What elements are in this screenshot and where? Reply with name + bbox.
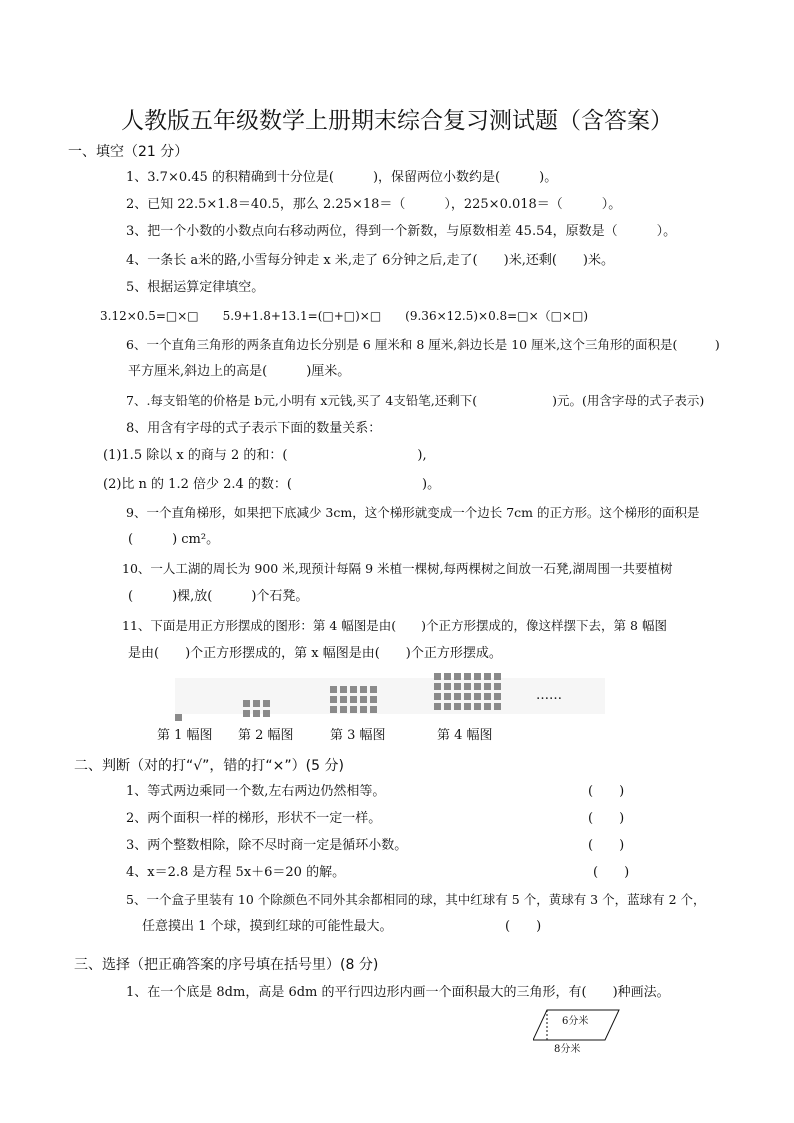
figure-height-label: 6分米: [562, 1016, 589, 1027]
section-2-heading: 二、判断（对的打“√”，错的打“×”）(5 分): [74, 758, 344, 774]
pattern-2: [243, 700, 270, 717]
question-1-10b: ( )棵,放( )个石凳。: [128, 589, 309, 604]
pattern-3: [330, 686, 377, 713]
caption-4: 第 4 幅图: [437, 728, 493, 743]
judge-item-2: 2、两个面积一样的梯形，形状不一定一样。: [126, 811, 382, 826]
judge-paren-5: ( ): [505, 919, 542, 934]
pattern-ellipsis: ……: [536, 688, 562, 703]
pattern-4: [434, 673, 501, 710]
question-1-9b: ( ) cm²。: [128, 532, 220, 547]
question-1-11a: 11、下面是用正方形摆成的图形：第 4 幅图是由( )个正方形摆成的，像这样摆下去，第 8 幅图: [122, 618, 667, 633]
caption-1: 第 1 幅图: [157, 728, 213, 743]
page-title: 人教版五年级数学上册期末综合复习测试题（含答案）: [121, 108, 673, 134]
judge-paren-1: ( ): [588, 784, 625, 799]
pattern-1: [175, 714, 182, 721]
question-1-5-line: 3.12×0.5=□×□ 5.9+1.8+13.1=(□+□)×□ (9.36×12.5)×0.8=□×（□×□): [100, 309, 589, 323]
question-1-2: 2、已知 22.5×1.8＝40.5，那么 2.25×18＝（ ），225×0.018＝（ ）。: [126, 197, 622, 212]
question-1-8: 8、用含有字母的式子表示下面的数量关系：: [126, 421, 382, 436]
question-1-10a: 10、一人工湖的周长为 900 米,现预计每隔 9 米植一棵树,每两棵树之间放一石凳,湖周围一共要植树: [122, 561, 673, 576]
judge-item-4: 4、x＝2.8 是方程 5x＋6＝20 的解。: [126, 865, 346, 880]
caption-3: 第 3 幅图: [330, 728, 386, 743]
question-1-11b: 是由( )个正方形摆成的，第 x 幅图是由( )个正方形摆成。: [128, 646, 502, 661]
question-1-3: 3、把一个小数的小数点向右移动两位，得到一个新数，与原数相差 45.54，原数是（ ）。: [126, 224, 677, 239]
section-3-heading: 三、选择（把正确答案的序号填在括号里）(8 分): [74, 957, 379, 973]
judge-paren-2: ( ): [588, 811, 625, 826]
question-1-4: 4、一条长 a米的路,小雪每分钟走 x 米,走了 6分钟之后,走了( )米,还剩( )米。: [126, 253, 614, 268]
judge-item-1: 1、等式两边乘同一个数,左右两边仍然相等。: [126, 784, 386, 799]
question-1-6a: 6、一个直角三角形的两条直角边长分别是 6 厘米和 8 厘米,斜边长是 10 厘米,这个三角形的面积是( ): [126, 337, 720, 352]
judge-paren-3: ( ): [588, 838, 625, 853]
figure-base-label: 8分米: [554, 1044, 581, 1055]
question-1-7: 7、.每支铅笔的价格是 b元,小明有 x元钱,买了 4支铅笔,还剩下( )元。(用含字母的式子表示): [126, 393, 705, 408]
caption-2: 第 2 幅图: [238, 728, 294, 743]
question-1-5: 5、根据运算定律填空。: [126, 280, 265, 295]
judge-item-5: 5、一个盒子里装有 10 个除颜色不同外其余都相同的球，其中红球有 5 个，黄球有 3 个，蓝球有 2 个，: [126, 892, 706, 907]
judge-item-3: 3、两个整数相除，除不尽时商一定是循环小数。: [126, 838, 408, 853]
question-1-8-2: (2)比 n 的 1.2 倍少 2.4 的数：( )。: [103, 477, 441, 492]
judge-item-5b: 任意摸出 1 个球，摸到红球的可能性最大。: [142, 919, 393, 934]
question-1-8-1: (1)1.5 除以 x 的商与 2 的和：( ),: [103, 448, 427, 463]
choice-question-1: 1、在一个底是 8dm，高是 6dm 的平行四边形内画一个面积最大的三角形，有( )种画法。: [126, 985, 670, 1000]
question-1-1: 1、3.7×0.45 的积精确到十分位是( )，保留两位小数约是( )。: [126, 170, 558, 185]
judge-paren-4: ( ): [593, 865, 630, 880]
section-1-heading: 一、填空（21 分）: [68, 144, 189, 160]
question-1-6b: 平方厘米,斜边上的高是( )厘米。: [128, 364, 351, 379]
question-1-9a: 9、一个直角梯形，如果把下底减少 3cm，这个梯形就变成一个边长 7cm 的正方形。这个梯形的面积是: [126, 505, 700, 520]
